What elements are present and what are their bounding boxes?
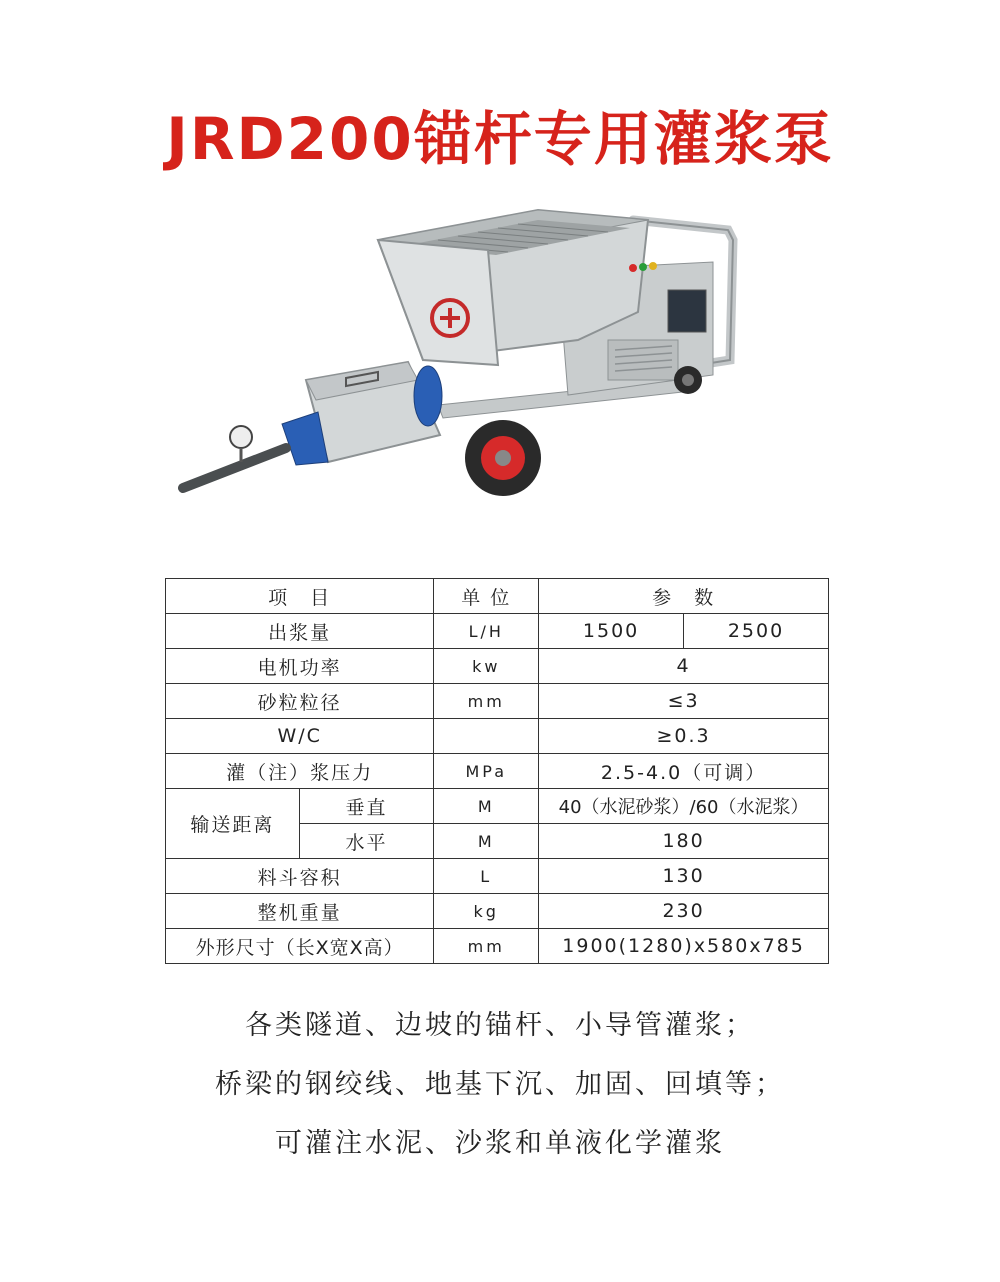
page-title: JRD200锚杆专用灌浆泵 — [166, 105, 834, 173]
grout-pump-machine-icon — [178, 200, 748, 500]
row-value: 2.5-4.0（可调） — [539, 754, 829, 789]
header-param: 参 数 — [539, 579, 829, 614]
row-unit: L/H — [434, 614, 539, 649]
application-line: 各类隧道、边坡的锚杆、小导管灌浆； — [245, 1010, 755, 1041]
header-unit: 单 位 — [434, 579, 539, 614]
row-group: 输送距离 — [166, 789, 300, 859]
row-unit: MPa — [434, 754, 539, 789]
row-item: 料斗容积 — [166, 859, 434, 894]
table-header-row — [166, 579, 829, 614]
row-unit: L — [434, 859, 539, 894]
row-unit: mm — [434, 929, 539, 964]
table-row — [166, 684, 829, 719]
row-unit: M — [434, 824, 539, 859]
row-item: 灌（注）浆压力 — [166, 754, 434, 789]
table-row — [166, 859, 829, 894]
row-sub-item: 垂直 — [299, 789, 434, 824]
row-value: 4 — [539, 649, 829, 684]
row-value: 230 — [539, 894, 829, 929]
row-unit: mm — [434, 684, 539, 719]
applications-list — [0, 996, 1000, 1173]
row-value: 2500 — [684, 614, 829, 649]
table-row — [166, 614, 829, 649]
header-item: 项 目 — [166, 579, 434, 614]
row-value: 1900(1280)x580x785 — [539, 929, 829, 964]
row-value: 180 — [539, 824, 829, 859]
row-value: ≤3 — [539, 684, 829, 719]
row-item: W/C — [166, 719, 434, 754]
table-row — [166, 719, 829, 754]
row-value: 40（水泥砂浆）/60（水泥浆） — [539, 789, 829, 824]
row-unit: kg — [434, 894, 539, 929]
spec-table — [165, 578, 829, 964]
row-item: 砂粒粒径 — [166, 684, 434, 719]
row-value: 130 — [539, 859, 829, 894]
application-line: 桥梁的钢绞线、地基下沉、加固、回填等； — [215, 1069, 785, 1100]
row-sub-item: 水平 — [299, 824, 434, 859]
row-value: ≥0.3 — [539, 719, 829, 754]
table-row — [166, 929, 829, 964]
row-item: 出浆量 — [166, 614, 434, 649]
row-value: 1500 — [539, 614, 684, 649]
row-item: 整机重量 — [166, 894, 434, 929]
row-item: 电机功率 — [166, 649, 434, 684]
row-unit: M — [434, 789, 539, 824]
application-line: 可灌注水泥、沙浆和单液化学灌浆 — [275, 1128, 725, 1159]
table-row — [166, 649, 829, 684]
row-unit: kw — [434, 649, 539, 684]
row-item: 外形尺寸（长X宽X高） — [166, 929, 434, 964]
table-row — [166, 754, 829, 789]
table-row — [166, 894, 829, 929]
table-row — [166, 789, 829, 824]
row-unit — [434, 719, 539, 754]
